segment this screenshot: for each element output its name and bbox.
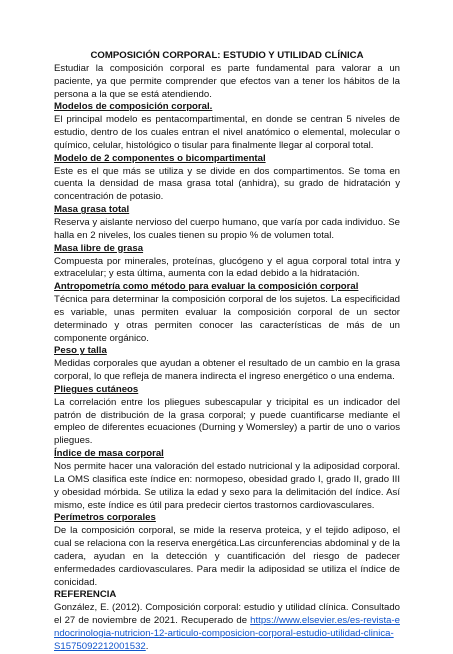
section-text: De la composición corporal, se mide la reserva proteica, y el tejido adiposo, el cual se relaciona con la reserva energética.Las circunferencias abdominal y de la cadera, ayudan en la detección y cuantificación del riesgo de padecer enfermedades cardiovasculares. Para medir la adiposidad se utiliza el índice de conicidad. xyxy=(54,525,400,588)
section-text: Este es el que más se utiliza y se divide en dos compartimentos. Se toma en cuenta la densidad de masa grasa total (anhidra), su grado de hidratación y concentración de potasio. xyxy=(54,165,400,203)
reference-trailing: . xyxy=(145,640,149,652)
section-heading: Modelo de 2 componentes o bicompartimental xyxy=(54,152,266,164)
section-text: Nos permite hacer una valoración del estado nutricional y la adiposidad corporal. La OMS clasifica este índice en: normopeso, obesidad grado I, grado II, grado III y obesidad mórbida. Se utiliza la edad y sexo para la delimitación del índice. Así mismo, este índice es útil para predecir ciertos trastornos cardiovasculares. xyxy=(54,461,400,511)
document-title: COMPOSICIÓN CORPORAL: ESTUDIO Y UTILIDAD CLÍNICA xyxy=(90,50,364,61)
section-text: La correlación entre los pliegues subescapular y tricipital es un indicador del patrón de distribución de la grasa corporal; y puede cuantificarse mediante el empleo de diferentes ecuaciones (Durning y Womersley) a partir de uno o varios pliegues. xyxy=(54,396,400,447)
reference-link[interactable]: https://www.elsevier.es/es-revista-endocrinologia-nutricion-12-articulo-composicion-corporal-estudio-utilidad-clinica-S1575092212001532 xyxy=(54,615,400,652)
intro-paragraph: Estudiar la composición corporal es parte fundamental para valorar a un paciente, ya que permite comprender que efectos van a tener los hábitos de la persona a la que se está atendiendo. xyxy=(54,62,400,100)
reference-text xyxy=(54,602,400,653)
section-heading: Modelos de composición corporal. xyxy=(54,101,213,113)
section-heading: Masa grasa total xyxy=(54,204,130,216)
section-text: Medidas corporales que ayudan a obtener el resultado de un cambio en la grasa corporal, lo que refleja de manera indirecta el ingreso energético o una endema. xyxy=(54,358,400,383)
reference-section xyxy=(54,589,400,653)
section-fat-free-mass xyxy=(54,243,400,282)
section-heading: Perímetros corporales xyxy=(54,512,156,524)
document-page xyxy=(54,50,400,654)
section-models xyxy=(54,101,400,152)
section-total-fat-mass xyxy=(54,204,400,243)
section-skinfolds xyxy=(54,384,400,448)
reference-citation: González, E. (2012). Composición corporal: estudio y utilidad clínica. Consultado el 27 de noviembre de 2021. Recuperado de xyxy=(54,602,400,627)
section-heading: Pliegues cutáneos xyxy=(54,383,139,395)
section-heading: Índice de masa corporal xyxy=(54,448,164,460)
reference-heading: REFERENCIA xyxy=(54,589,117,601)
section-anthropometry xyxy=(54,281,400,345)
section-bmi xyxy=(54,448,400,512)
section-heading: Masa libre de grasa xyxy=(54,242,144,254)
section-two-component-model xyxy=(54,153,400,204)
section-text: Compuesta por minerales, proteínas, glucógeno y el agua corporal total intra y extracelular; y esta última, aumenta con la edad debido a la hidratación. xyxy=(54,255,400,280)
section-heading: Peso y talla xyxy=(54,345,107,357)
section-text: Reserva y aislante nervioso del cuerpo humano, que varía por cada individuo. Se halla en 2 niveles, los cuales tienen su propio % de volumen total. xyxy=(54,216,400,241)
section-weight-height xyxy=(54,345,400,384)
section-text: El principal modelo es pentacompartimental, en donde se centran 5 niveles de estudio, dentro de los cuales entran el nivel anatómico o elemental, molecular o químico, celular, histológico o tisular para finalmente llegar al corporal total. xyxy=(54,114,400,151)
section-heading: Antropometría como método para evaluar la composición corporal xyxy=(54,281,359,293)
section-text: Técnica para determinar la composición corporal de los sujetos. La especificidad es variable, unas permiten evaluar la composición corporal de un sector determinado y otras permiten conocer las características de más de un componente orgánico. xyxy=(54,294,400,344)
section-body-perimeters xyxy=(54,512,400,589)
